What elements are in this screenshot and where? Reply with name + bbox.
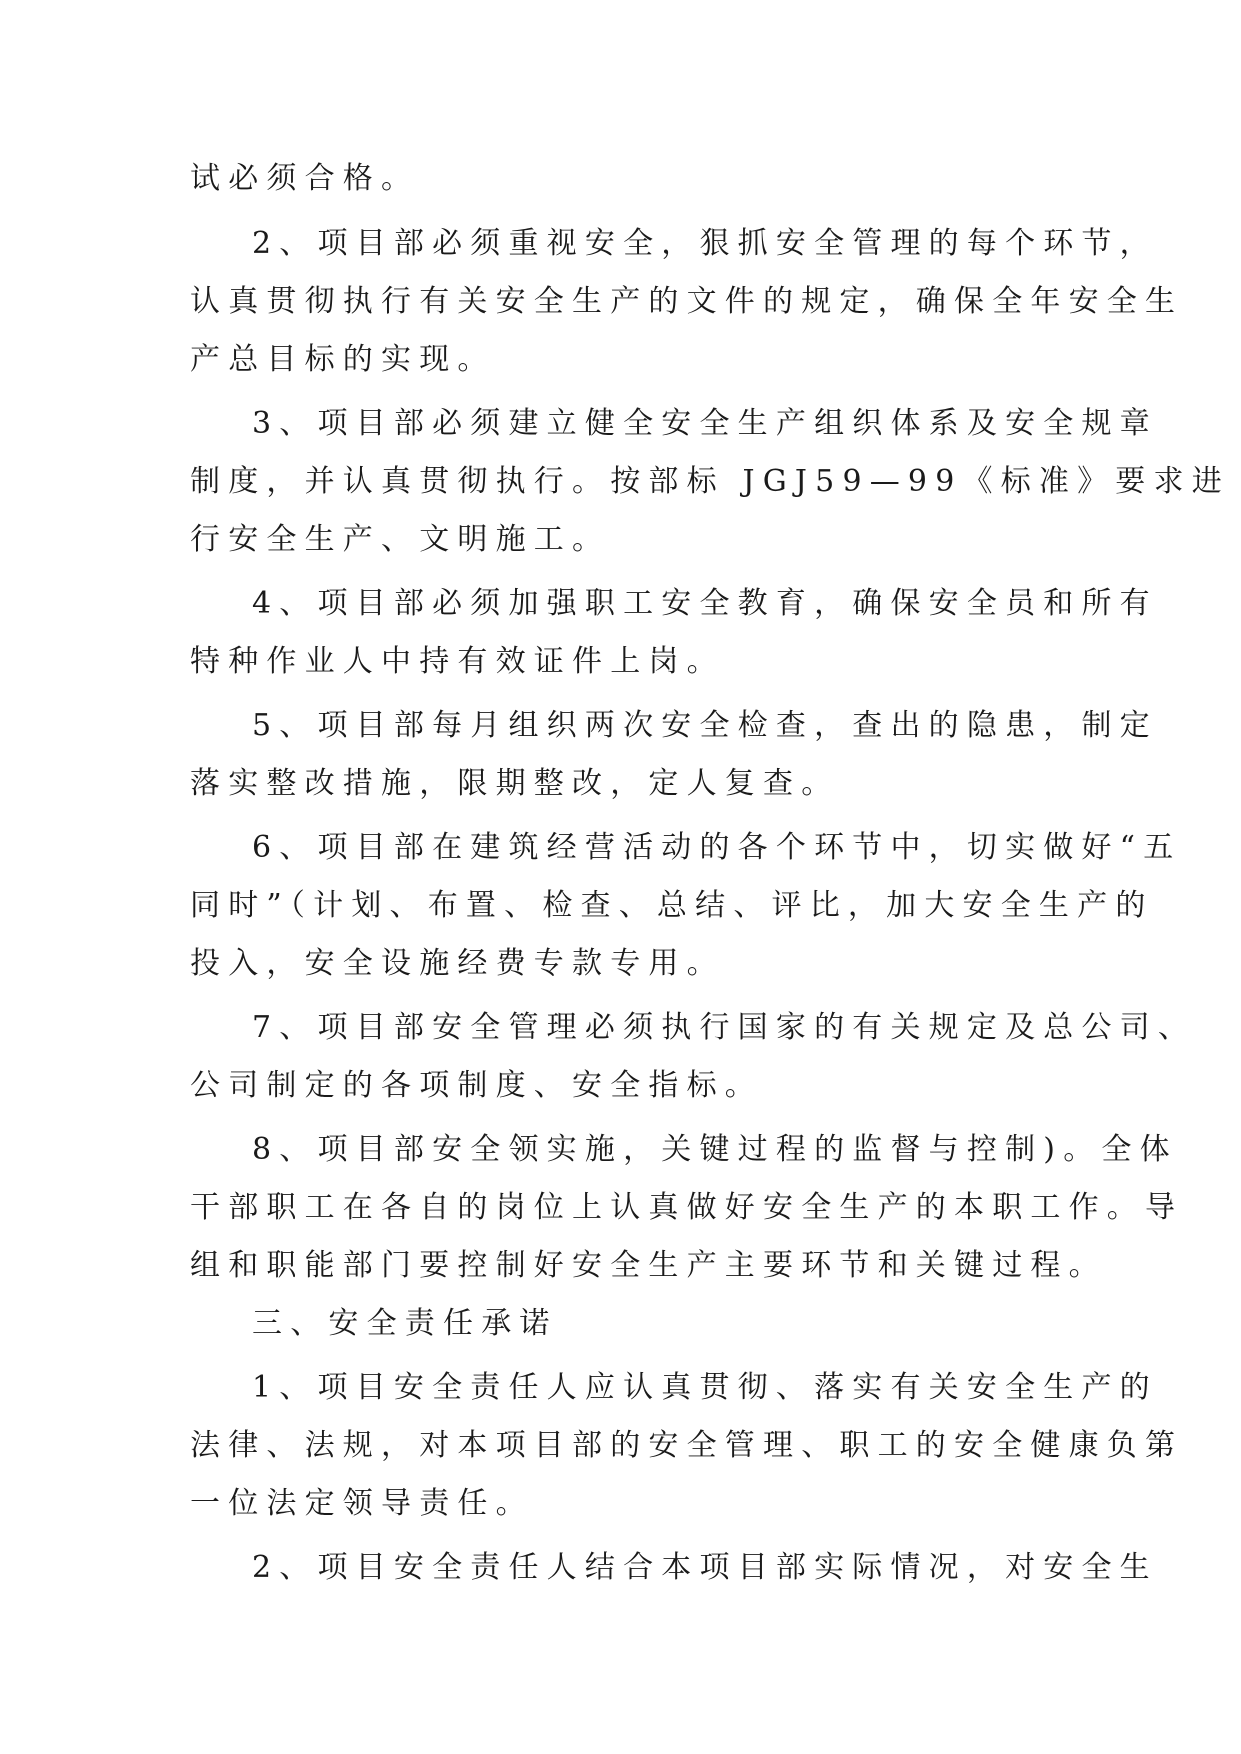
text-line: 试必须合格。: [190, 161, 420, 196]
text-line: 2、项目安全责任人结合本项目部实际情况，对安全生: [252, 1550, 1158, 1585]
text-line: 公司制定的各项制度、安全指标。: [190, 1068, 763, 1103]
text-line: 落实整改措施，限期整改，定人复查。: [190, 766, 840, 801]
text-line: 法律、法规，对本项目部的安全管理、职工的安全健康负第: [190, 1428, 1184, 1463]
text-line: 7、项目部安全管理必须执行国家的有关规定及总公司、: [252, 1010, 1197, 1045]
text-line: 行安全生产、文明施工。: [190, 522, 611, 557]
text-line: 2、项目部必须重视安全，狠抓安全管理的每个环节，: [252, 226, 1158, 261]
text-line: 5、项目部每月组织两次安全检查，查出的隐患，制定: [252, 708, 1158, 743]
text-line: 制度，并认真贯彻执行。按部标 JGJ59—99《标准》要求进: [190, 464, 1230, 499]
text-line: 一位法定领导责任。: [190, 1486, 534, 1521]
text-line: 组和职能部门要控制好安全生产主要环节和关键过程。: [190, 1248, 1107, 1283]
text-line: 同时”（计划、布置、检查、总结、评比，加大安全生产的: [190, 888, 1154, 923]
text-line: 4、项目部必须加强职工安全教育，确保安全员和所有: [252, 586, 1158, 621]
text-line: 产总目标的实现。: [190, 342, 496, 377]
text-line: 6、项目部在建筑经营活动的各个环节中，切实做好“五: [252, 830, 1182, 865]
section-heading: 三、安全责任承诺: [252, 1306, 558, 1341]
text-line: 3、项目部必须建立健全安全生产组织体系及安全规章: [252, 406, 1158, 441]
text-line: 特种作业人中持有效证件上岗。: [190, 644, 725, 679]
text-line: 8、项目部安全领实施，关键过程的监督与控制)。全体: [252, 1132, 1178, 1167]
text-line: 1、项目安全责任人应认真贯彻、落实有关安全生产的: [252, 1370, 1158, 1405]
text-line: 投入，安全设施经费专款专用。: [190, 946, 725, 981]
text-line: 认真贯彻执行有关安全生产的文件的规定，确保全年安全生: [190, 284, 1184, 319]
text-line: 干部职工在各自的岗位上认真做好安全生产的本职工作。导: [190, 1190, 1184, 1225]
